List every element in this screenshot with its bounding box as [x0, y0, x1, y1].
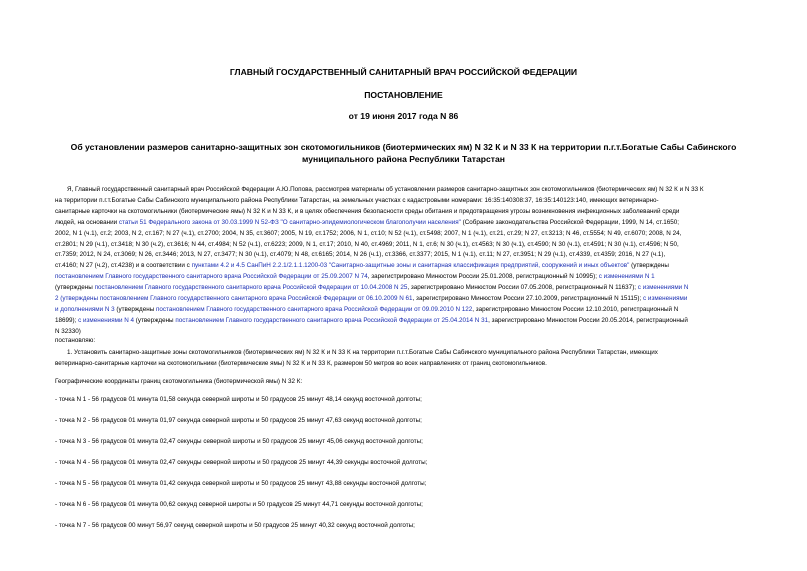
- item-1-line: ветеринарно-санитарные карточки на скотомогильники (биотермические ямы) N 32 К и N 33 К, размером 50 метров во всех направлениях от границ скотомогильников.: [55, 359, 547, 367]
- title-line-1: Об установлении размеров санитарно-защитных зон скотомогильников (биотермических ям) N 32 К и N 33 К на территории п.г.т.Богатые Сабы Сабинского: [70, 142, 737, 152]
- preamble-text: 18699);: [55, 316, 79, 324]
- preamble-line: [55, 218, 750, 229]
- preamble-line: [55, 316, 750, 327]
- preamble-text: (утверждены: [114, 305, 156, 313]
- resolution-25-link[interactable]: постановлением Главного государственного санитарного врача Российской Федерации от 10.04.2008 N 25: [94, 284, 408, 292]
- coordinate-point: - точка N 1 - 56 градусов 01 минута 01,58 секунда северной широты и 50 градусов 25 минут 48,14 секунд восточной долготы;: [55, 396, 422, 403]
- issuing-authority: ГЛАВНЫЙ ГОСУДАРСТВЕННЫЙ САНИТАРНЫЙ ВРАЧ РОССИЙСКОЙ ФЕДЕРАЦИИ: [229, 67, 578, 77]
- coordinate-point: - точка N 4 - 56 градусов 01 минута 02,47 секунды северной широты и 50 градусов 25 минут 44,39 секунды восточной долготы;: [55, 459, 428, 466]
- preamble-line: ст.2801; N 29 (ч.1), ст.3418; N 30 (ч.2), ст.3616; N 44, ст.4984; N 52 (ч.1), ст.6223; 2009, N 1, ст.17; 2010, N 40, ст.4969; 2011, N 1, ст.6; N 30 (ч.1), ст.4563; N 30 (ч.1), ст.4590; N 30 (ч.1), ст.4591; N 30 (ч.1), ст.4596; N 50,: [55, 240, 679, 248]
- coordinate-point: - точка N 6 - 56 градусов 01 минута 00,62 секунд северной широты и 50 градусов 25 минут 44,71 секунды восточной долготы;: [55, 501, 423, 508]
- preamble-text: (утверждены: [629, 262, 669, 270]
- preamble-text: , зарегистрировано Минюстом России 12.10.2010, регистрационный N: [472, 305, 679, 313]
- preamble-text: , зарегистрировано Минюстом России 25.01.2008, регистрационный N 10995);: [367, 273, 599, 281]
- decree-text: постановляю:: [55, 337, 96, 344]
- sanpin-link[interactable]: пунктами 4.2 и 4.5 СанПиН 2.2.1/2.1.1.1200-03 "Санитарно-защитные зоны и санитарная классификация предприятий, сооружений и иных объектов": [191, 262, 630, 270]
- preamble-text: людей, на основании: [55, 218, 119, 226]
- amendments-3-cont-link[interactable]: и дополнениями N 3: [55, 305, 115, 313]
- preamble-text: (Собрание законодательства Российской Федерации, 1999, N 14, ст.1650;: [460, 218, 679, 226]
- preamble-paragraph: [55, 185, 750, 338]
- coordinate-point: - точка N 3 - 56 градусов 01 минута 02,47 секунды северной широты и 50 градусов 25 минут 45,06 секунд восточной долготы;: [55, 438, 423, 445]
- amendments-4-link[interactable]: с изменениями N 4: [78, 316, 135, 324]
- coordinate-point: - точка N 2 - 56 градусов 01 минута 01,97 секунда северной широты и 50 градусов 25 минут 47,63 секунд восточной долготы;: [55, 417, 422, 424]
- amendments-3-link[interactable]: с изменениями: [643, 295, 688, 303]
- item-1-paragraph: [55, 348, 750, 370]
- preamble-line: на территории п.г.т.Богатые Сабы Сабинского муниципального района Республики Татарстан, на земельных участках с кадастровыми номерами: 16:35:140308:37, 16:35:140123:140, имеющих ветеринарно-: [55, 196, 659, 204]
- preamble-text: (утверждены: [55, 284, 95, 292]
- decree-word: [55, 336, 750, 347]
- preamble-line: санитарные карточки на скотомогильники (биотермические ямы) N 32 К и N 33 К, и в целях обеспечения безопасности среды обитания и предотвращения угрозы возникновения инфекционных заболеваний среди: [55, 207, 680, 215]
- preamble-text: , зарегистрировано Минюстом России 27.10.2009, регистрационный N 15115);: [412, 295, 644, 303]
- preamble-text: ст.4160; N 27 (ч.2), ст.4238) и в соответствии с: [55, 262, 192, 270]
- preamble-line: 2002, N 1 (ч.1), ст.2; 2003, N 2, ст.167; N 27 (ч.1), ст.2700; 2004, N 35, ст.3607; 2005, N 19, ст.1752; 2006, N 1, ст.10; N 52 (ч.1), ст.5498; 2007, N 1 (ч.1), ст.21, ст.29; N 27, ст.3213; N 46, ст.5554; N 49, ст.6070; 2008, N 24,: [55, 229, 682, 237]
- preamble-line: N 32330): [55, 327, 81, 335]
- coordinates-heading: [55, 377, 750, 388]
- preamble-line: ст.7359; 2012, N 24, ст.3069; N 26, ст.3446; 2013, N 27, ст.3477; N 30 (ч.1), ст.4079; N 48, ст.6165; 2014, N 26 (ч.1), ст.3366, ст.3377; 2015, N 1 (ч.1), ст.11; N 27, ст.3951; N 29 (ч.1), ст.4339, ст.4359; 2016, N 27 (ч.1),: [55, 251, 666, 259]
- resolution-74-link[interactable]: постановлением Главного государственного санитарного врача Российской Федерации от 25.09.2007 N 74: [55, 273, 368, 281]
- document-type: ПОСТАНОВЛЕНИЕ: [364, 90, 443, 100]
- preamble-text: , зарегистрировано Минюстом России 07.05.2008, регистрационный N 11637);: [407, 284, 638, 292]
- preamble-text: , зарегистрировано Минюстом России 20.05.2014, регистрационный: [488, 316, 688, 324]
- preamble-line: [55, 261, 750, 272]
- preamble-line: [55, 283, 750, 294]
- title-line-2: муниципального района Республики Татарстан: [302, 154, 505, 164]
- resolution-31-link[interactable]: постановлением Главного государственного санитарного врача Российской Федерации от 25.04.2014 N 31: [175, 316, 489, 324]
- coordinates-heading-text: Географические координаты границ скотомогильника (биотермической ямы) N 32 К:: [55, 378, 303, 385]
- preamble-text: (утверждены: [134, 316, 176, 324]
- resolution-61-link[interactable]: 2 (утверждены постановлением Главного государственного санитарного врача Российской Федерации от 06.10.2009 N 61: [55, 295, 413, 303]
- coordinate-point: - точка N 7 - 56 градусов 00 минут 56,97 секунд северной широты и 50 градусов 25 минут 40,32 секунд восточной долготы;: [55, 522, 415, 529]
- resolution-122-link[interactable]: постановлением Главного государственного санитарного врача Российской Федерации от 09.09.2010 N 122: [155, 305, 473, 313]
- item-1-line: 1. Установить санитарно-защитные зоны скотомогильников (биотермических ям) N 32 К и N 33 К на территории п.г.т.Богатые Сабы Сабинского муниципального района Республики Татарстан, имеющих: [67, 349, 658, 356]
- amendments-2-link[interactable]: с изменениями N: [637, 284, 689, 292]
- document-date-number: от 19 июня 2017 года N 86: [348, 111, 459, 121]
- federal-law-link[interactable]: статьи 51 Федерального закона от 30.03.1999 N 52-ФЗ "О санитарно-эпидемиологическом благополучии населения": [118, 218, 461, 226]
- coordinate-point: - точка N 5 - 56 градусов 01 минута 01,42 секунда северной широты и 50 градусов 25 минут 43,88 секунды восточной долготы;: [55, 480, 427, 487]
- document-title: [0, 141, 807, 165]
- preamble-line: Я, Главный государственный санитарный врач Российской Федерации А.Ю.Попова, рассмотрев материалы об установлении размеров санитарно-защитных зон скотомогильников (биотермических ям) N 32 К и N 33 К: [67, 186, 704, 193]
- preamble-line: [55, 294, 750, 305]
- preamble-line: [55, 305, 750, 316]
- preamble-line: [55, 272, 750, 283]
- amendments-1-link[interactable]: с изменениями N 1: [598, 273, 655, 281]
